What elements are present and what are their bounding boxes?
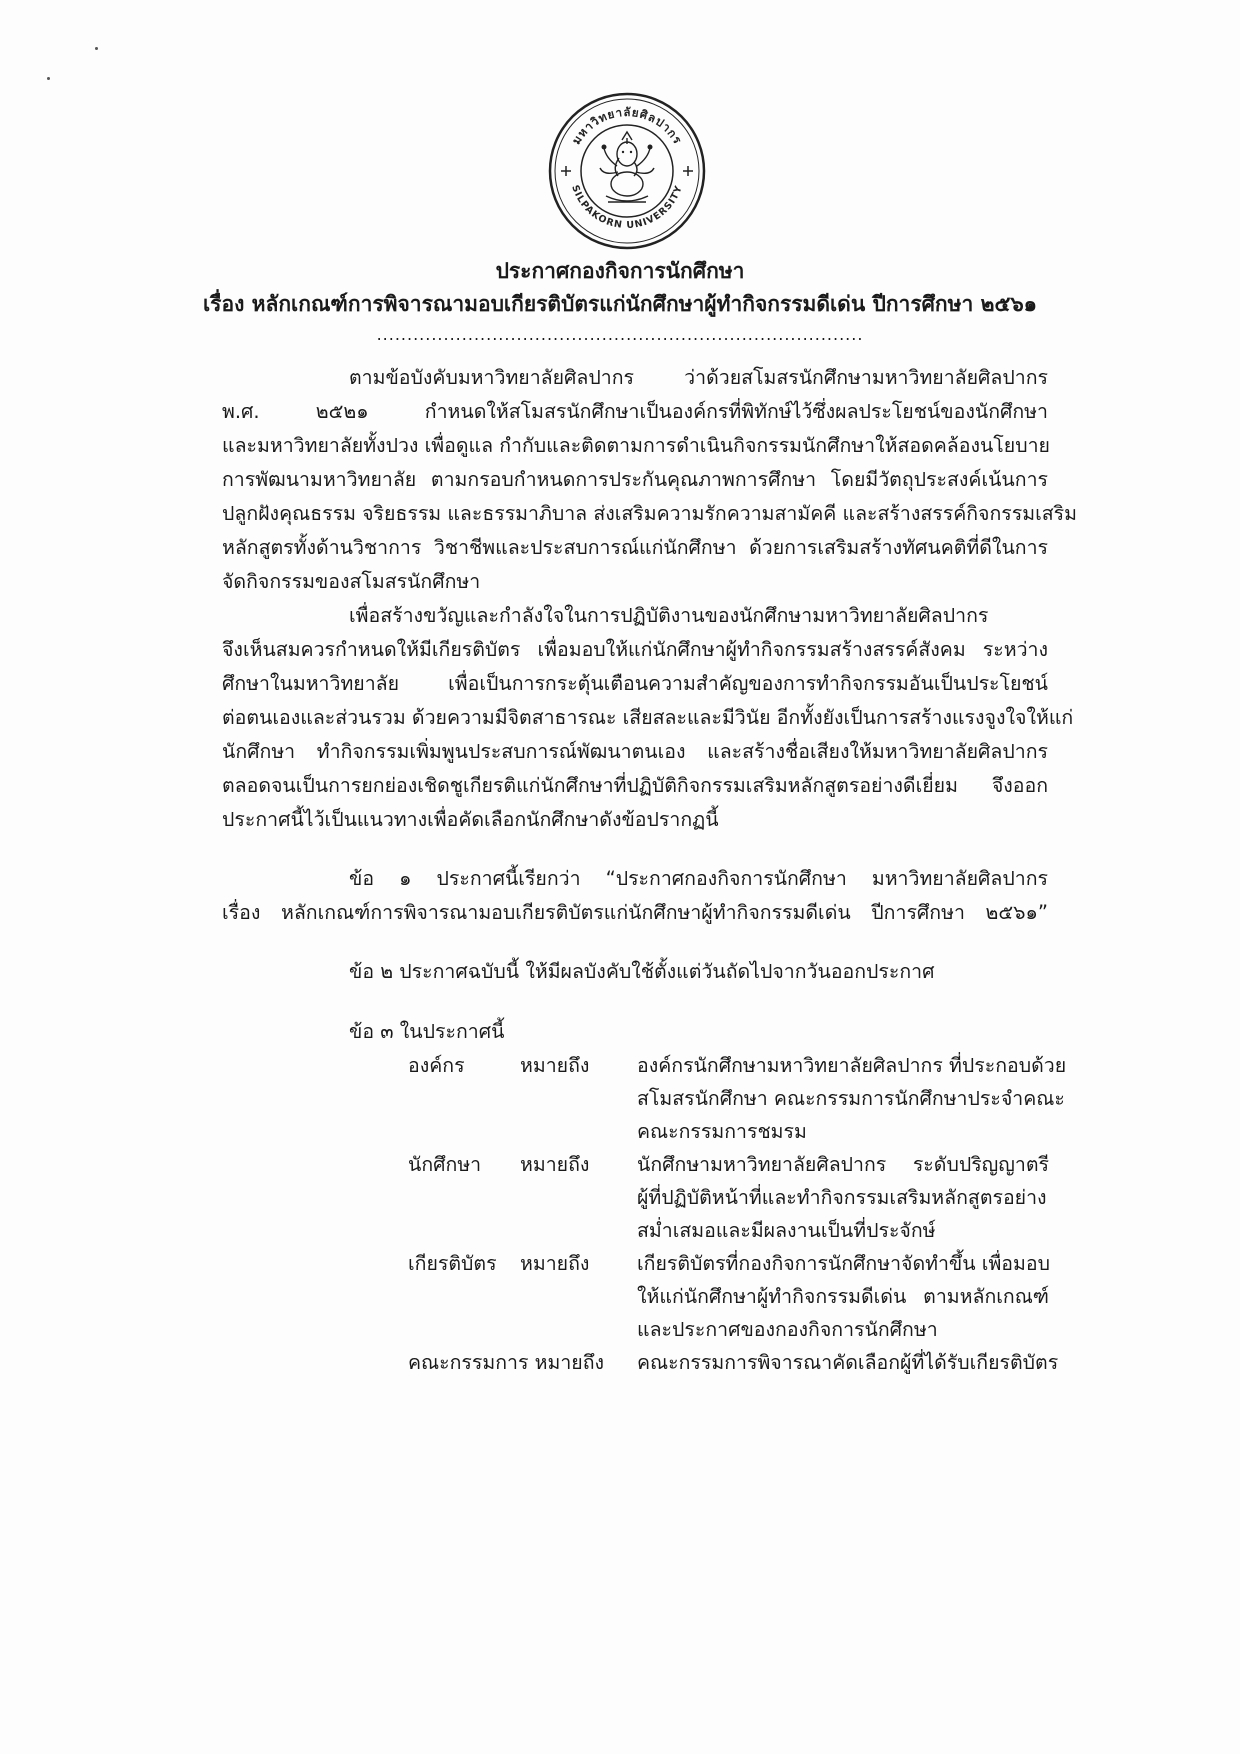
definition-text-line: ผู้ที่ปฏิบัติหน้าที่และทำกิจกรรมเสริมหลักสูตรอย่าง xyxy=(637,1186,1047,1209)
paragraph-2-line: นักศึกษา ทำกิจกรรมเพิ่มพูนประสบการณ์พัฒนาตนเอง และสร้างชื่อเสียงให้มหาวิทยาลัยศิลปากร xyxy=(222,740,1048,763)
definition-means: หมายถึง xyxy=(520,1252,590,1275)
definition-text-line: เกียรติบัตรที่กองกิจการนักศึกษาจัดทำขึ้น เพื่อมอบ xyxy=(637,1252,1050,1275)
svg-text:SILPAKORN UNIVERSITY xyxy=(569,184,685,231)
definition-text-line: สโมสรนักศึกษา คณะกรรมการนักศึกษาประจำคณะ xyxy=(637,1087,1065,1110)
definition-text-line: และประกาศของกองกิจการนักศึกษา xyxy=(637,1318,938,1341)
paragraph-1-line: พ.ศ. ๒๕๒๑ กำหนดให้สโมสรนักศึกษาเป็นองค์กรที่พิทักษ์ไว้ซึ่งผลประโยชน์ของนักศึกษา xyxy=(222,400,1048,423)
scan-speck xyxy=(95,47,98,50)
announcement-title: ประกาศกองกิจการนักศึกษา xyxy=(495,259,745,283)
paragraph-1-line: ตามข้อบังคับมหาวิทยาลัยศิลปากร ว่าด้วยสโมสรนักศึกษามหาวิทยาลัยศิลปากร xyxy=(349,366,1048,389)
definition-term: องค์กร xyxy=(408,1054,465,1077)
seal-text-bottom: SILPAKORN UNIVERSITY xyxy=(569,183,685,232)
definition-text-line: องค์กรนักศึกษามหาวิทยาลัยศิลปากร ที่ประกอบด้วย xyxy=(637,1054,1067,1077)
announcement-subject: เรื่อง หลักเกณฑ์การพิจารณามอบเกียรติบัตรแก่นักศึกษาผู้ทำกิจกรรมดีเด่น ปีการศึกษา ๒๕๖๑ xyxy=(203,292,1037,316)
definition-term: คณะกรรมการ หมายถึง xyxy=(408,1351,605,1374)
paragraph-2-line: ต่อตนเองและส่วนรวม ด้วยความมีจิตสาธารณะ เสียสละและมีวินัย อีกทั้งยังเป็นการสร้างแรงจูงใจให้แก่ xyxy=(222,706,1074,729)
clause-1-line: ข้อ ๑ ประกาศนี้เรียกว่า “ประกาศกองกิจการนักศึกษา มหาวิทยาลัยศิลปากร xyxy=(349,867,1048,890)
paragraph-1-line: และมหาวิทยาลัยทั้งปวง เพื่อดูแล กำกับและติดตามการดำเนินกิจกรรมนักศึกษาให้สอดคล้องนโยบาย xyxy=(222,434,1050,457)
paragraph-2-line: ศึกษาในมหาวิทยาลัย เพื่อเป็นการกระตุ้นเตือนความสำคัญของการทำกิจกรรมอันเป็นประโยชน์ xyxy=(222,672,1048,695)
definition-means: หมายถึง xyxy=(520,1054,590,1077)
scan-speck xyxy=(47,77,50,80)
paragraph-2-line: จึงเห็นสมควรกำหนดให้มีเกียรติบัตร เพื่อมอบให้แก่นักศึกษาผู้ทำกิจกรรมสร้างสรรค์สังคม ระหว่าง xyxy=(222,638,1048,661)
definition-term: นักศึกษา xyxy=(408,1153,482,1176)
clause-2: ข้อ ๒ ประกาศฉบับนี้ ให้มีผลบังคับใช้ตั้งแต่วันถัดไปจากวันออกประกาศ xyxy=(349,960,935,983)
definition-text-line: นักศึกษามหาวิทยาลัยศิลปากร ระดับปริญญาตรี xyxy=(637,1153,1049,1176)
clause-1-line: เรื่อง หลักเกณฑ์การพิจารณามอบเกียรติบัตรแก่นักศึกษาผู้ทำกิจกรรมดีเด่น ปีการศึกษา ๒๕๖๑” xyxy=(222,901,1048,924)
paragraph-1-line: ปลูกฝังคุณธรรม จริยธรรม และธรรมาภิบาล ส่งเสริมความรักความสามัคคี และสร้างสรรค์กิจกรรมเสริม xyxy=(222,502,1077,525)
seal-text-top: มหาวิทยาลัยศิลปากร xyxy=(568,104,686,147)
title-separator: ................................................................................ xyxy=(376,325,864,344)
paragraph-1-line: หลักสูตรทั้งด้านวิชาการ วิชาชีพและประสบการณ์แก่นักศึกษา ด้วยการเสริมสร้างทัศนคติที่ดีในการ xyxy=(222,536,1048,559)
definition-text-line: สม่ำเสมอและมีผลงานเป็นที่ประจักษ์ xyxy=(637,1219,936,1242)
definition-text-line: คณะกรรมการพิจารณาคัดเลือกผู้ที่ได้รับเกียรติบัตร xyxy=(637,1351,1059,1374)
paragraph-1-line: การพัฒนามหาวิทยาลัย ตามกรอบกำหนดการประกันคุณภาพการศึกษา โดยมีวัตถุประสงค์เน้นการ xyxy=(222,468,1048,491)
definition-text-line: คณะกรรมการชมรม xyxy=(637,1120,807,1143)
clause-3: ข้อ ๓ ในประกาศนี้ xyxy=(349,1020,505,1043)
paragraph-2-line: ประกาศนี้ไว้เป็นแนวทางเพื่อคัดเลือกนักศึกษาดังข้อปรากฏนี้ xyxy=(222,808,719,831)
paragraph-1-line: จัดกิจกรรมของสโมสรนักศึกษา xyxy=(222,570,481,593)
definition-text-line: ให้แก่นักศึกษาผู้ทำกิจกรรมดีเด่น ตามหลักเกณฑ์ xyxy=(637,1285,1049,1308)
paragraph-2-line: เพื่อสร้างขวัญและกำลังใจในการปฏิบัติงานของนักศึกษามหาวิทยาลัยศิลปากร xyxy=(349,604,989,627)
definition-term: เกียรติบัตร xyxy=(408,1252,497,1275)
paragraph-2-line: ตลอดจนเป็นการยกย่องเชิดชูเกียรติแก่นักศึกษาที่ปฏิบัติกิจกรรมเสริมหลักสูตรอย่างดีเยี่ยม จึงออก xyxy=(222,774,1048,797)
university-seal-logo xyxy=(548,92,706,250)
definition-means: หมายถึง xyxy=(520,1153,590,1176)
